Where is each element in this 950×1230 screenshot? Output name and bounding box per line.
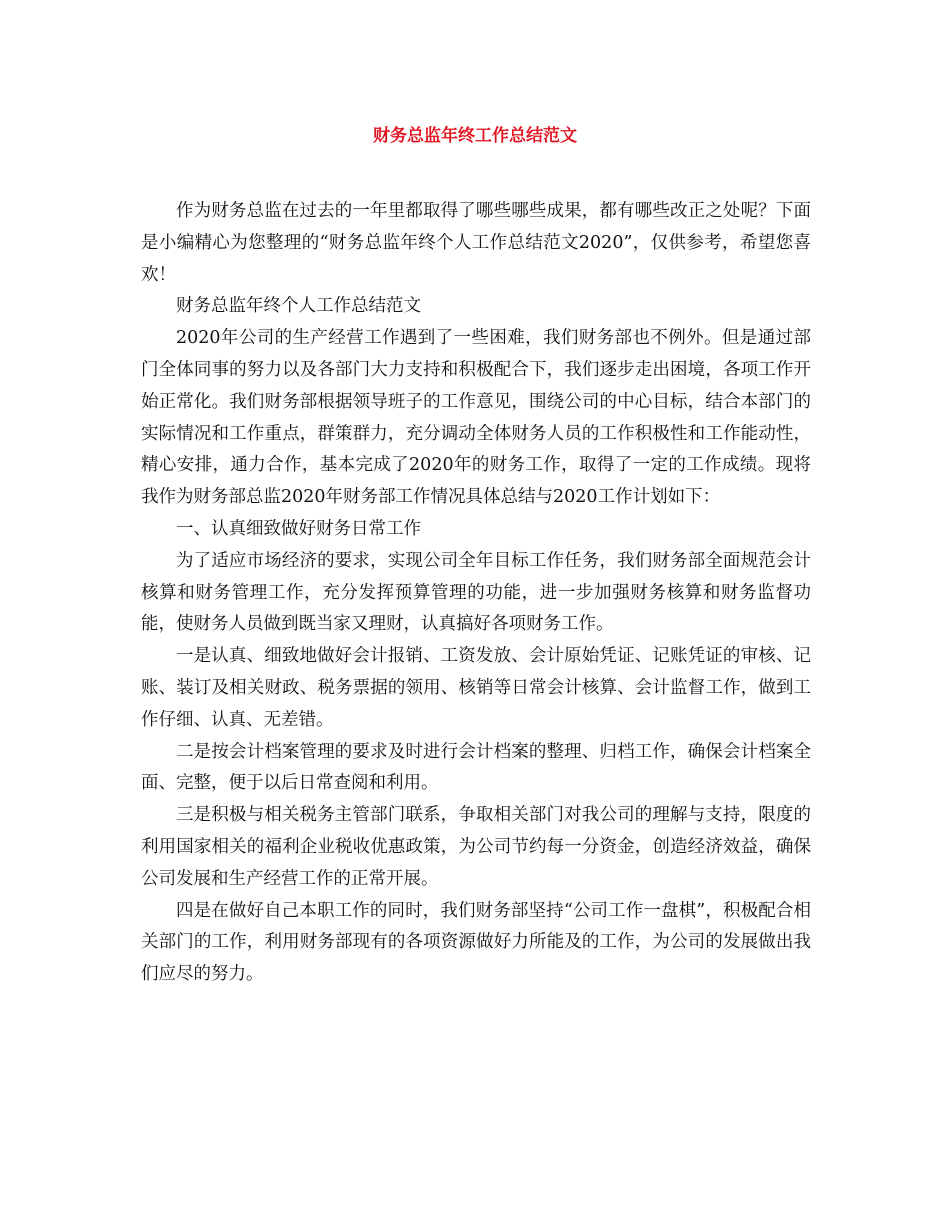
document-title: 财务总监年终工作总结范文 <box>373 126 577 146</box>
item-4-paragraph: 四是在做好自己本职工作的同时，我们财务部坚持“公司工作一盘棋”，积极配合相关部门的工作，利用财务部现有的各项资源做好力所能及的工作，为公司的发展做出我们应尽的努力。 <box>141 900 811 985</box>
overview-paragraph: 2020年公司的生产经营工作遇到了一些困难，我们财务部也不例外。但是通过部门全体同事的努力以及各部门大力支持和积极配合下，我们逐步走出困境，各项工作开始正常化。我们财务部根据领导班子的工作意见，围绕公司的中心目标，结合本部门的实际情况和工作重点，群策群力，充分调动全体财务人员的工作积极性和工作能动性，精心安排，通力合作，基本完成了2020年的财务工作，取得了一定的工作成绩。现将我作为财务部总监2020年财务部工作情况具体总结与2020工作计划如下： <box>141 328 811 508</box>
item-1-paragraph: 一是认真、细致地做好会计报销、工资发放、会计原始凭证、记账凭证的审核、记账、装订及相关财政、税务票据的领用、核销等日常会计核算、会计监督工作，做到工作仔细、认真、无差错。 <box>141 646 811 730</box>
document-body <box>141 196 811 991</box>
item-3-paragraph: 三是积极与相关税务主管部门联系，争取相关部门对我公司的理解与支持，限度的利用国家相关的福利企业税收优惠政策，为公司节约每一分资金，创造经济效益，确保公司发展和生产经营工作的正常开展。 <box>141 805 811 889</box>
section-1-paragraph: 为了适应市场经济的要求，实现公司全年目标工作任务，我们财务部全面规范会计核算和财务管理工作，充分发挥预算管理的功能，进一步加强财务核算和财务监督功能，使财务人员做到既当家又理财，认真搞好各项财务工作。 <box>141 550 811 635</box>
section-heading-1: 一、认真细致做好财务日常工作 <box>176 518 421 539</box>
subtitle-paragraph: 财务总监年终个人工作总结范文 <box>176 296 421 317</box>
intro-paragraph: 作为财务总监在过去的一年里都取得了哪些哪些成果，都有哪些改正之处呢？下面是小编精心为您整理的“财务总监年终个人工作总结范文2020”，仅供参考，希望您喜欢！ <box>141 201 811 285</box>
item-2-paragraph: 二是按会计档案管理的要求及时进行会计档案的整理、归档工作，确保会计档案全面、完整，便于以后日常查阅和利用。 <box>141 741 811 794</box>
